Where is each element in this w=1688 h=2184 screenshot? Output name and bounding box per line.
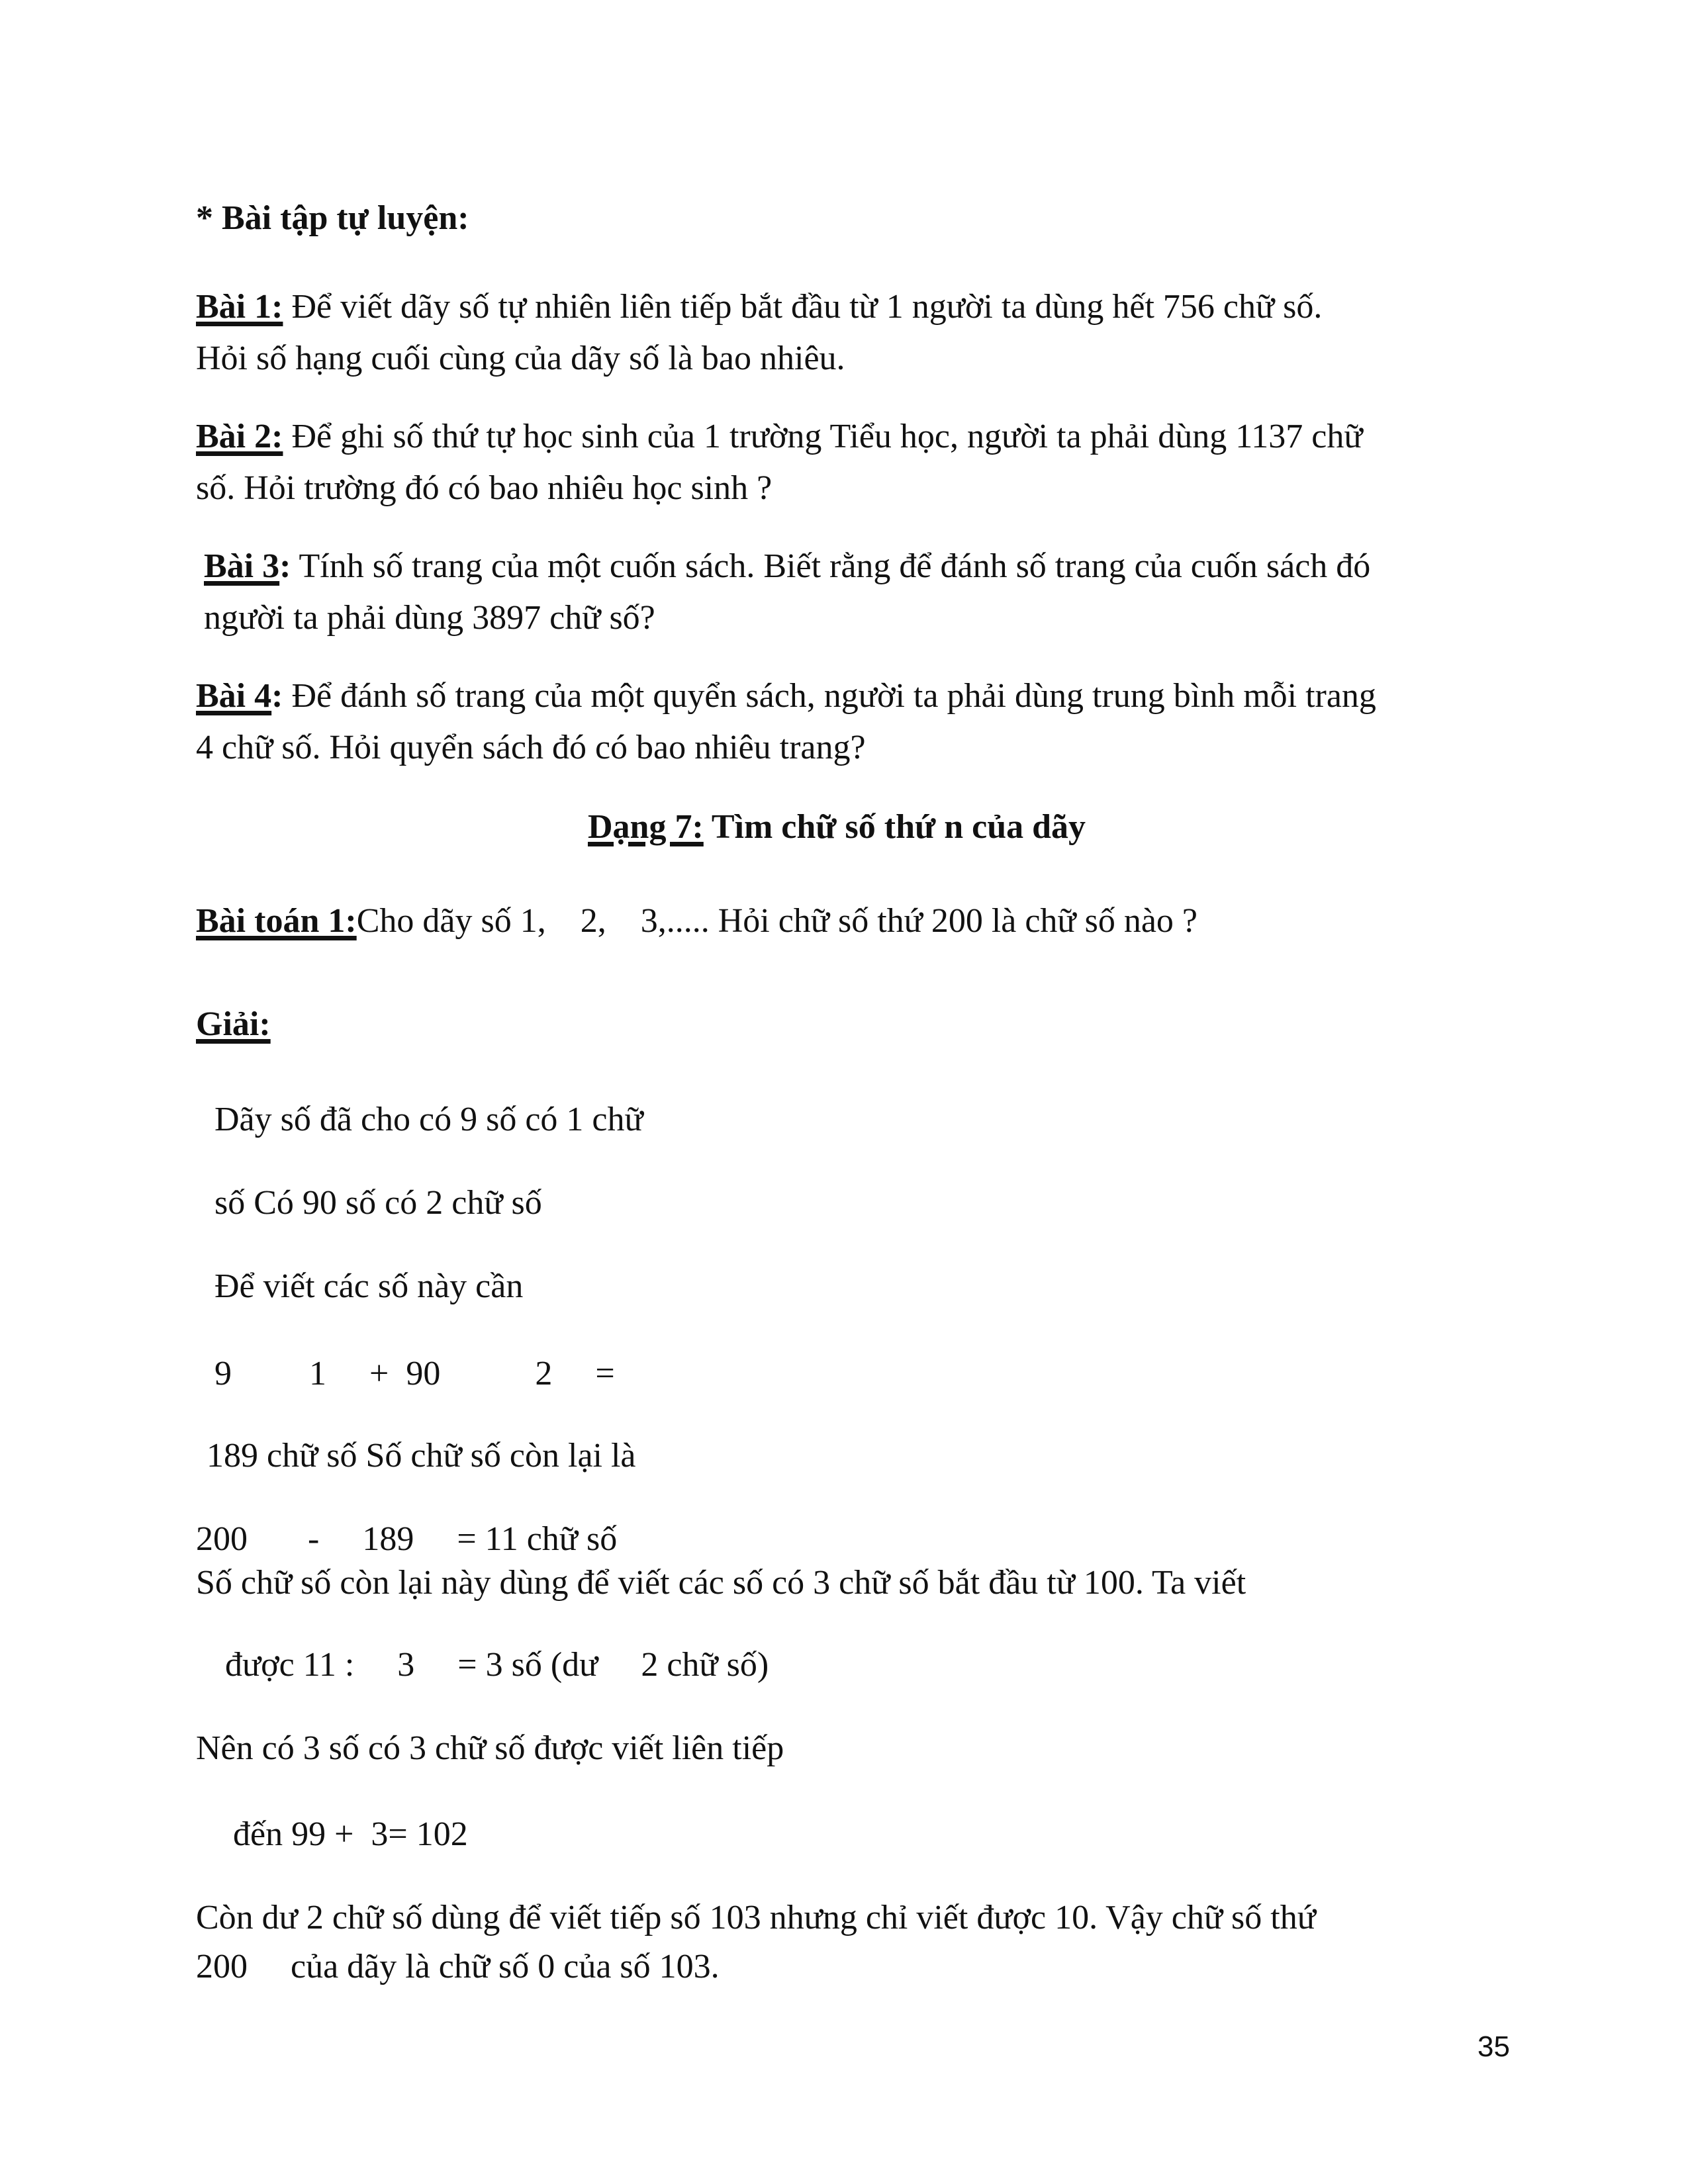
exercise-4-label: Bài 4	[196, 677, 272, 715]
solution-line-7: Số chữ số còn lại này dùng để viết các số có 3 chữ số bắt đầu từ 100. Ta viết	[196, 1564, 1246, 1602]
exercise-2-line-1: Bài 2: Để ghi số thứ tự học sinh của 1 trường Tiểu học, người ta phải dùng 1137 chữ	[196, 418, 1363, 455]
solution-line-10: đến 99 + 3= 102	[233, 1815, 468, 1853]
solution-line-2: số Có 90 số có 2 chữ số	[214, 1184, 542, 1222]
section-heading: Dạng 7: Tìm chữ số thứ n của dãy	[588, 808, 1086, 846]
exercise-1-label: Bài 1:	[196, 288, 283, 326]
solution-line-8: được 11 : 3 = 3 số (dư 2 chữ số)	[225, 1646, 769, 1684]
section-title: * Bài tập tự luyện:	[196, 199, 469, 237]
solution-line-12: 200 của dãy là chữ số 0 của số 103.	[196, 1948, 720, 1985]
solution-line-11: Còn dư 2 chữ số dùng để viết tiếp số 103 nhưng chỉ viết được 10. Vậy chữ số thứ	[196, 1899, 1316, 1936]
solution-line-6: 200 - 189 = 11 chữ số	[196, 1520, 618, 1558]
exercise-2-line-2: số. Hỏi trường đó có bao nhiêu học sinh ?	[196, 469, 773, 507]
exercise-4-line-1: Bài 4: Để đánh số trang của một quyển sách, người ta phải dùng trung bình mỗi trang	[196, 677, 1376, 715]
solution-line-4: 9 1 + 90 2 =	[214, 1355, 615, 1392]
heading-label: Dạng 7:	[588, 808, 704, 846]
solution-line-1: Dãy số đã cho có 9 số có 1 chữ	[214, 1101, 643, 1138]
exercise-1-line-2: Hỏi số hạng cuối cùng của dãy số là bao nhiêu.	[196, 340, 845, 377]
problem-label: Bài toán 1:	[196, 902, 357, 940]
exercise-3-label: Bài 3	[204, 547, 280, 585]
exercise-3-line-1: Bài 3: Tính số trang của một cuốn sách. Biết rằng để đánh số trang của cuốn sách đó	[204, 547, 1371, 585]
page-number: 35	[1477, 2030, 1510, 2063]
problem-1: Bài toán 1:Cho dãy số 1, 2, 3,..... Hỏi chữ số thứ 200 là chữ số nào ?	[196, 902, 1198, 940]
exercise-3-line-2: người ta phải dùng 3897 chữ số?	[204, 599, 655, 637]
solution-label: Giải:	[196, 1005, 271, 1043]
solution-line-5: 189 chữ số Số chữ số còn lại là	[207, 1437, 636, 1475]
exercise-2-label: Bài 2:	[196, 418, 283, 455]
solution-line-3: Để viết các số này cần	[214, 1267, 524, 1305]
solution-line-9: Nên có 3 số có 3 chữ số được viết liên tiếp	[196, 1729, 784, 1767]
exercise-1-line-1: Bài 1: Để viết dãy số tự nhiên liên tiếp bắt đầu từ 1 người ta dùng hết 756 chữ số.	[196, 288, 1323, 326]
exercise-4-line-2: 4 chữ số. Hỏi quyển sách đó có bao nhiêu trang?	[196, 729, 866, 766]
